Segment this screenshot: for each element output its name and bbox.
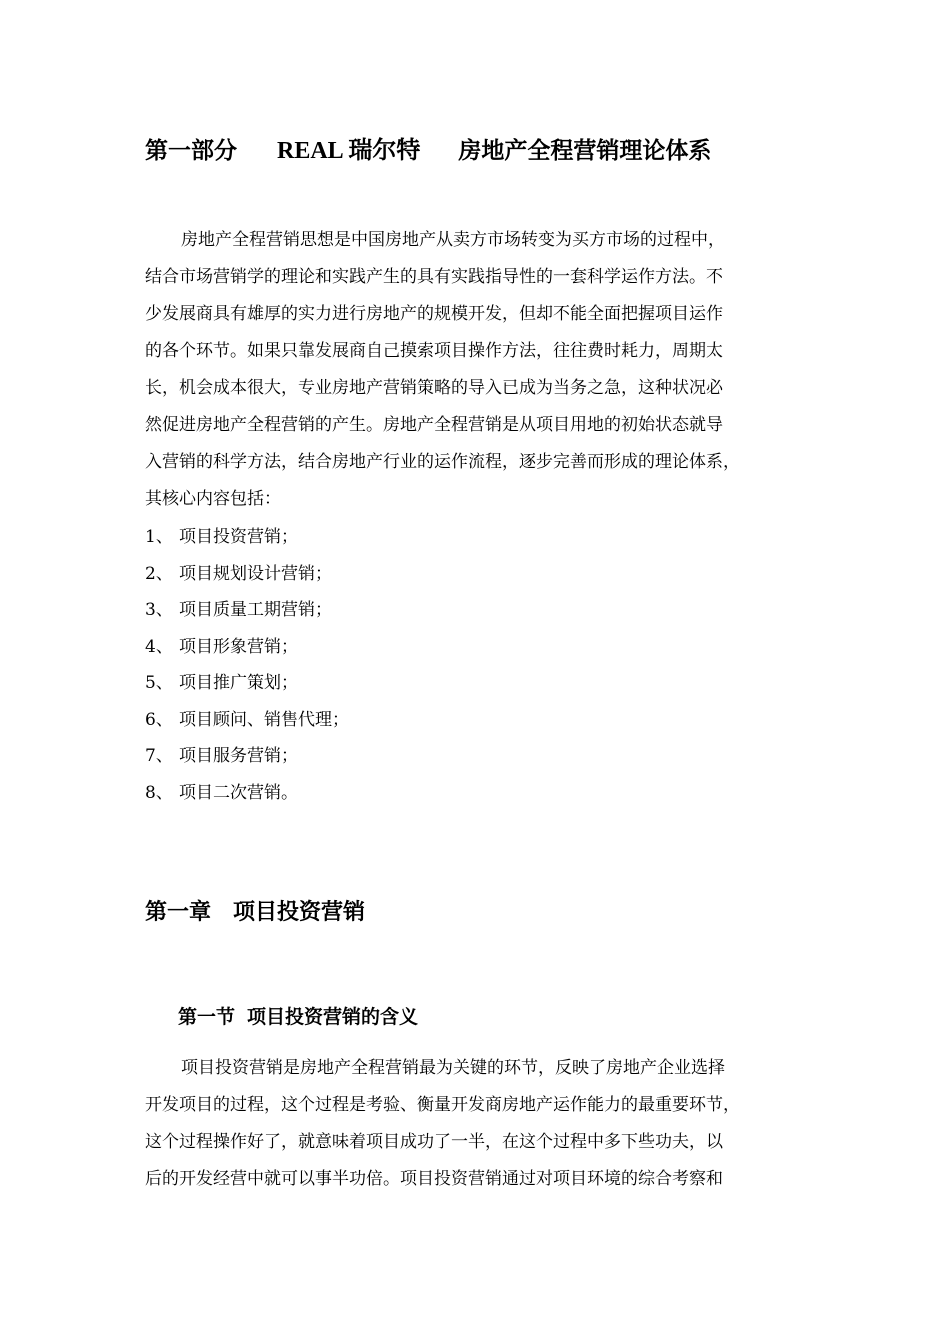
list-text: 项目形象营销； (179, 636, 298, 657)
paragraph-line: 的各个环节。如果只靠发展商自己摸索项目操作方法，往往费时耗力，周期太 (145, 341, 723, 361)
list-number: 6、 (145, 709, 173, 730)
paragraph-line: 然促进房地产全程营销的产生。房地产全程营销是从项目用地的初始状态就导 (145, 415, 723, 435)
list-item (145, 519, 349, 556)
chapter-name: 项目投资营销 (233, 899, 366, 925)
intro-paragraph (145, 222, 815, 518)
paragraph-line: 开发项目的过程，这个过程是考验、衡量开发商房地产运作能力的最重要环节， (145, 1095, 740, 1115)
part-title (145, 134, 711, 168)
core-content-list (145, 519, 349, 811)
list-text: 项目二次营销。 (179, 782, 298, 803)
section-title (178, 1002, 418, 1032)
chapter-title (145, 895, 365, 929)
paragraph-line: 结合市场营销学的理论和实践产生的具有实践指导性的一套科学运作方法。不 (145, 267, 723, 287)
paragraph-line: 这个过程操作好了，就意味着项目成功了一半，在这个过程中多下些功夫，以 (145, 1132, 723, 1152)
list-number: 7、 (145, 746, 173, 766)
list-number: 8、 (145, 782, 173, 803)
paragraph-line: 项目投资营销是房地产全程营销最为关键的环节，反映了房地产企业选择 (181, 1058, 725, 1078)
chapter-label: 第一章 (145, 899, 212, 925)
section-name: 项目投资营销的含义 (247, 1006, 419, 1028)
list-item (145, 702, 349, 739)
list-text: 项目顾问、销售代理； (179, 709, 349, 730)
paragraph-line: 其核心内容包括： (145, 489, 281, 509)
list-item (145, 665, 349, 702)
section-label: 第一节 (178, 1006, 236, 1028)
list-item (145, 629, 349, 666)
paragraph-line: 入营销的科学方法，结合房地产行业的运作流程，逐步完善而形成的理论体系， (145, 452, 740, 472)
paragraph-line: 后的开发经营中就可以事半功倍。项目投资营销通过对项目环境的综合考察和 (145, 1169, 723, 1189)
list-number: 4、 (145, 636, 173, 657)
paragraph-line: 少发展商具有雄厚的实力进行房地产的规模开发，但却不能全面把握项目运作 (145, 304, 723, 324)
section-paragraph (145, 1050, 815, 1198)
paragraph-line: 长，机会成本很大，专业房地产营销策略的导入已成为当务之急，这种状况必 (145, 378, 723, 398)
list-text: 项目投资营销； (179, 527, 298, 547)
list-number: 3、 (145, 600, 173, 620)
part-label: 第一部分 (145, 137, 237, 164)
part-subject: 房地产全程营销理论体系 (458, 137, 712, 164)
list-number: 1、 (145, 527, 173, 547)
list-item (145, 556, 349, 593)
list-text: 项目服务营销； (179, 746, 298, 766)
paragraph-line: 房地产全程营销思想是中国房地产从卖方市场转变为买方市场的过程中， (181, 230, 725, 250)
brand-name: REAL 瑞尔特 (277, 138, 421, 164)
list-item (145, 738, 349, 775)
list-item (145, 775, 349, 812)
list-number: 5、 (145, 673, 173, 693)
list-text: 项目质量工期营销； (179, 600, 332, 620)
list-number: 2、 (145, 563, 173, 584)
list-item (145, 592, 349, 629)
list-text: 项目推广策划； (179, 673, 298, 693)
list-text: 项目规划设计营销； (179, 563, 332, 584)
